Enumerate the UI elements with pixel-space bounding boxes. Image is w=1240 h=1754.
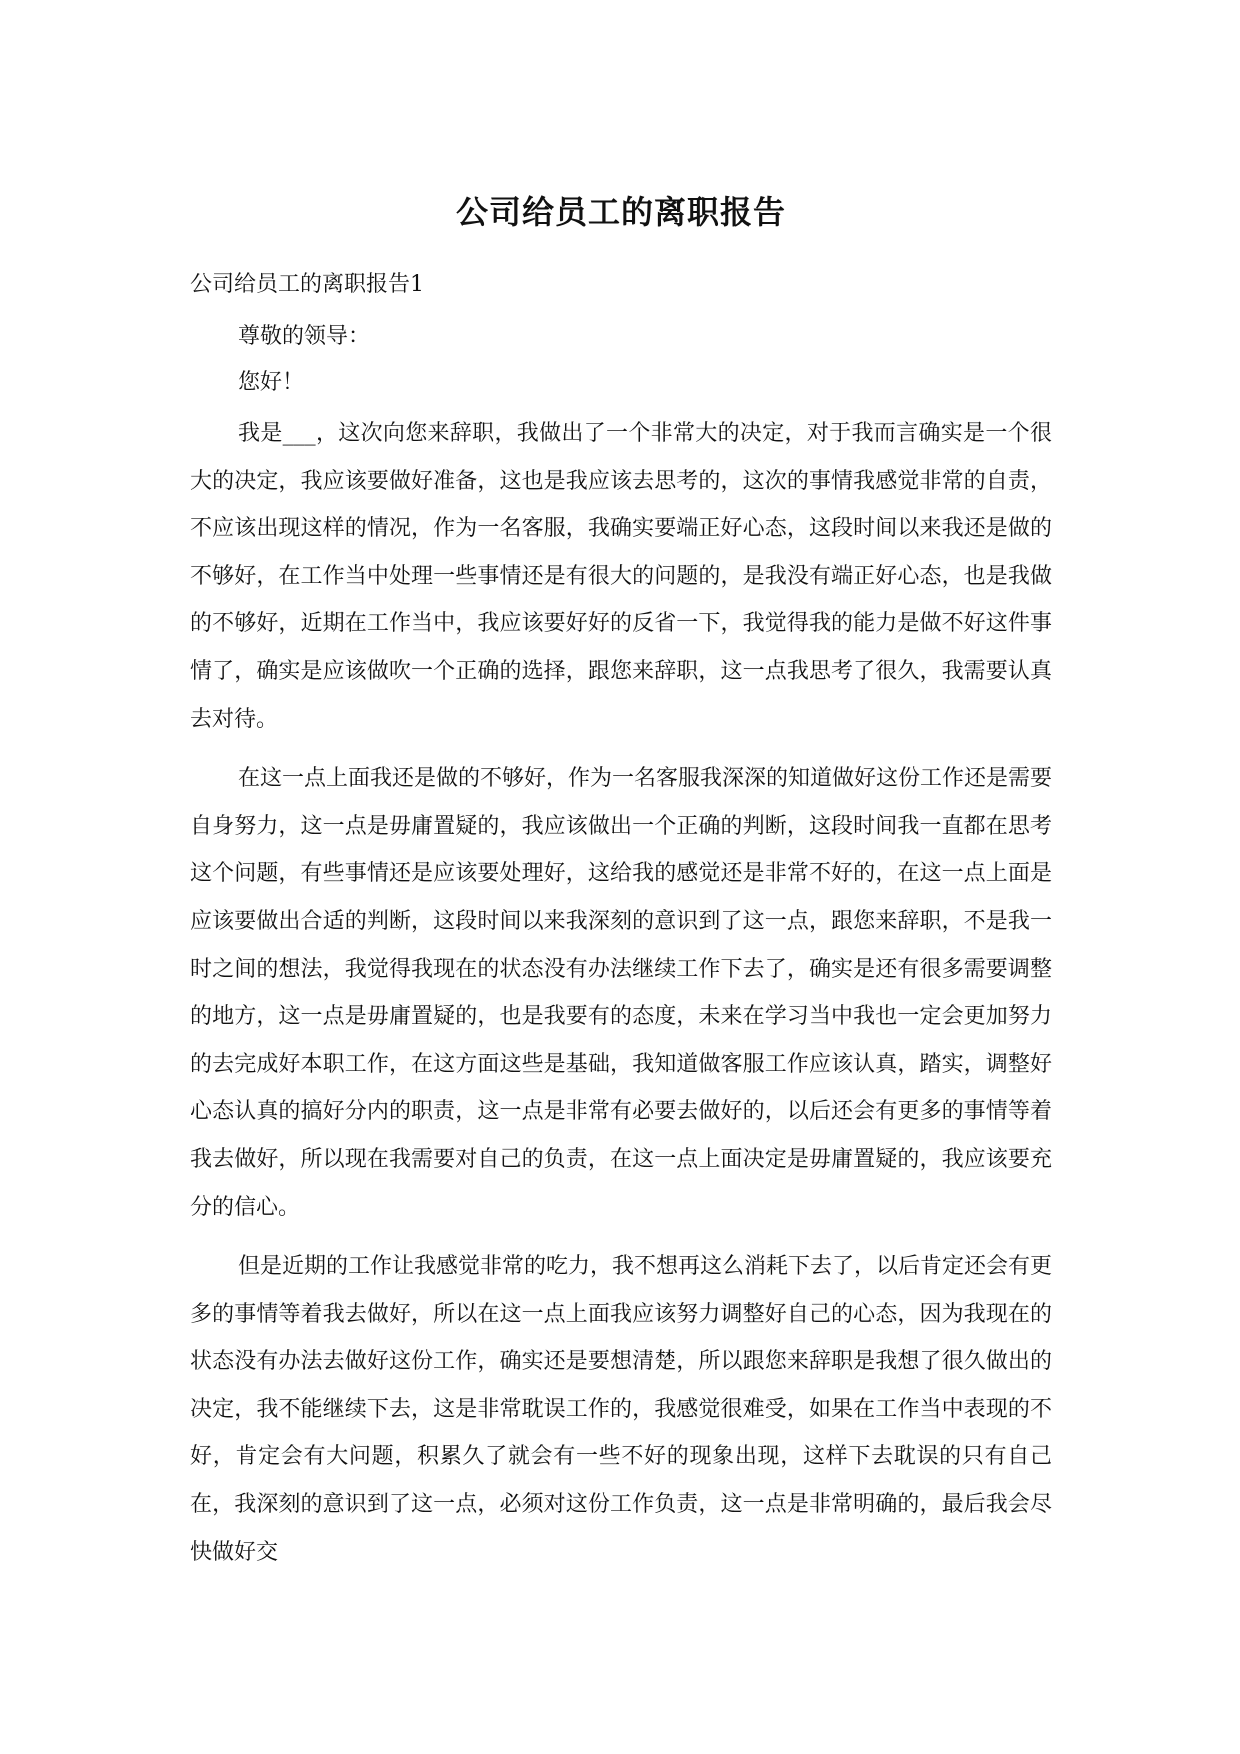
body-paragraph-3: 但是近期的工作让我感觉非常的吃力，我不想再这么消耗下去了，以后肯定还会有更多的事情等着我去做好，所以在这一点上面我应该努力调整好自己的心态，因为我现在的状态没有办法去做好这份工作，确实还是要想清楚，所以跟您来辞职是我想了很久做出的决定，我不能继续下去，这是非常耽误工作的，我感觉很难受，如果在工作当中表现的不好，肯定会有大问题，积累久了就会有一些不好的现象出现，这样下去耽误的只有自己在，我深刻的意识到了这一点，必须对这份工作负责，这一点是非常明确的，最后我会尽快做好交	[190, 1254, 1053, 1565]
section-title: 公司给员工的离职报告1	[190, 272, 424, 297]
body-paragraph-1: 我是___，这次向您来辞职，我做出了一个非常大的决定，对于我而言确实是一个很大的决定，我应该要做好准备，这也是我应该去思考的，这次的事情我感觉非常的自责，不应该出现这样的情况，作为一名客服，我确实要端正好心态，这段时间以来我还是做的不够好，在工作当中处理一些事情还是有很大的问题的，是我没有端正好心态，也是我做的不够好，近期在工作当中，我应该要好好的反省一下，我觉得我的能力是做不好这件事情了，确实是应该做吹一个正确的选择，跟您来辞职，这一点我思考了很久，我需要认真去对待。	[190, 421, 1052, 732]
greeting: 您好！	[238, 370, 305, 395]
salutation: 尊敬的领导：	[238, 324, 371, 349]
document-title: 公司给员工的离职报告	[455, 193, 786, 231]
body-paragraph-2: 在这一点上面我还是做的不够好，作为一名客服我深深的知道做好这份工作还是需要自身努力，这一点是毋庸置疑的，我应该做出一个正确的判断，这段时间我一直都在思考这个问题，有些事情还是应该要处理好，这给我的感觉还是非常不好的，在这一点上面是应该要做出合适的判断，这段时间以来我深刻的意识到了这一点，跟您来辞职，不是我一时之间的想法，我觉得我现在的状态没有办法继续工作下去了，确实是还有很多需要调整的地方，这一点是毋庸置疑的，也是我要有的态度，未来在学习当中我也一定会更加努力的去完成好本职工作，在这方面这些是基础，我知道做客服工作应该认真，踏实，调整好心态认真的搞好分内的职责，这一点是非常有必要去做好的，以后还会有更多的事情等着我去做好，所以现在我需要对自己的负责，在这一点上面决定是毋庸置疑的，我应该要充分的信心。	[190, 766, 1053, 1220]
